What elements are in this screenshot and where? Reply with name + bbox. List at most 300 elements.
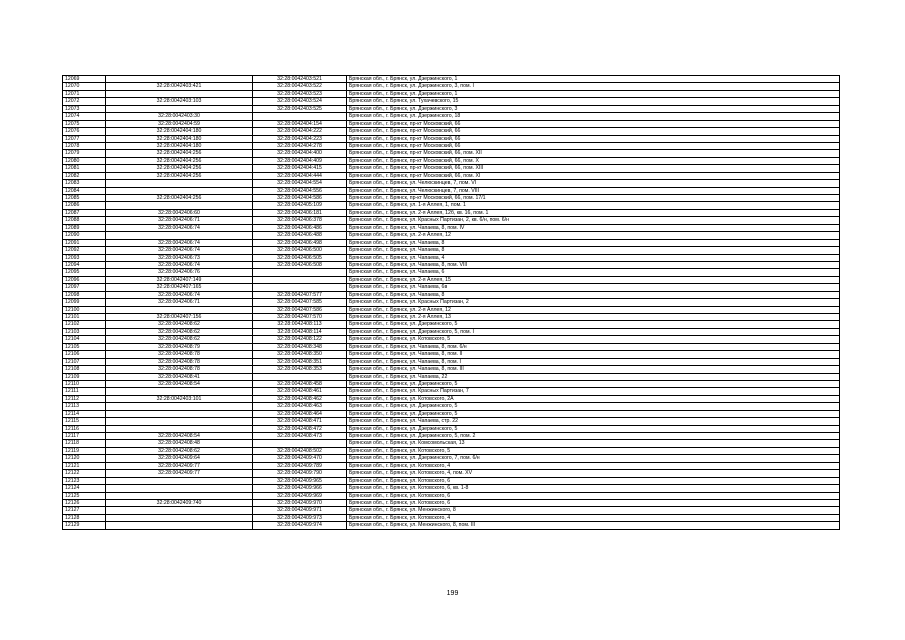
row-number-cell: 12093	[63, 254, 106, 261]
new-cadastral-number-cell: 32:28:0042409:969	[253, 492, 347, 499]
new-cadastral-number-cell: 32:28:0042404:222	[253, 128, 347, 135]
old-cadastral-number-cell: 32:28:0042408:78	[106, 358, 253, 365]
row-number-cell: 12082	[63, 172, 106, 179]
address-cell: Брянская обл., г. Брянск, пр-кт Московский, 66	[347, 142, 840, 149]
new-cadastral-number-cell: 32:28:0042404:415	[253, 165, 347, 172]
address-cell: Брянская обл., г. Брянск, ул. Дзержинского, 3, пом. I	[347, 83, 840, 90]
address-cell: Брянская обл., г. Брянск, ул. Чапаева, 22	[347, 373, 840, 380]
new-cadastral-number-cell: 32:28:0042409:966	[253, 485, 347, 492]
old-cadastral-number-cell	[106, 522, 253, 529]
table-row	[63, 157, 840, 164]
address-cell: Брянская обл., г. Брянск, ул. Тухачевского, 15	[347, 98, 840, 105]
table-row	[63, 366, 840, 373]
row-number-cell: 12088	[63, 217, 106, 224]
table-row	[63, 232, 840, 239]
new-cadastral-number-cell	[253, 113, 347, 120]
new-cadastral-number-cell: 32:28:0042406:181	[253, 209, 347, 216]
new-cadastral-number-cell: 32:28:0042404:554	[253, 180, 347, 187]
old-cadastral-number-cell: 32:28:0042407:165	[106, 284, 253, 291]
new-cadastral-number-cell: 32:28:0042408:463	[253, 403, 347, 410]
old-cadastral-number-cell: 32:28:0042404:256	[106, 157, 253, 164]
old-cadastral-number-cell: 32:28:0042404:256	[106, 172, 253, 179]
new-cadastral-number-cell: 32:28:0042408:350	[253, 351, 347, 358]
address-cell: Брянская обл., г. Брянск, ул. Менжинского, 8	[347, 507, 840, 514]
new-cadastral-number-cell: 32:28:0042408:113	[253, 321, 347, 328]
table-row	[63, 499, 840, 506]
old-cadastral-number-cell: 32:28:0042407:156	[106, 314, 253, 321]
table-row	[63, 128, 840, 135]
new-cadastral-number-cell: 32:28:0042408:353	[253, 366, 347, 373]
register-sheet	[62, 75, 840, 530]
new-cadastral-number-cell: 32:28:0042406:498	[253, 239, 347, 246]
address-cell: Брянская обл., г. Брянск, ул. 2-я Аллея, 12	[347, 232, 840, 239]
table-row	[63, 142, 840, 149]
row-number-cell: 12111	[63, 388, 106, 395]
address-cell: Брянская обл., г. Брянск, ул. Котовского, 5	[347, 336, 840, 343]
old-cadastral-number-cell: 32:28:0042404:256	[106, 195, 253, 202]
new-cadastral-number-cell: 32:28:0042404:556	[253, 187, 347, 194]
address-cell: Брянская обл., г. Брянск, ул. Дзержинского, 3	[347, 105, 840, 112]
new-cadastral-number-cell: 32:28:0042404:154	[253, 120, 347, 127]
row-number-cell: 12076	[63, 128, 106, 135]
old-cadastral-number-cell	[106, 187, 253, 194]
address-cell: Брянская обл., г. Брянск, ул. 2-я Аллея, 12	[347, 306, 840, 313]
old-cadastral-number-cell	[106, 306, 253, 313]
old-cadastral-number-cell: 32:28:0042406:71	[106, 299, 253, 306]
new-cadastral-number-cell: 32:28:0042408:473	[253, 433, 347, 440]
new-cadastral-number-cell: 32:28:0042403:525	[253, 105, 347, 112]
row-number-cell: 12069	[63, 76, 106, 83]
old-cadastral-number-cell: 32:28:0042406:74	[106, 261, 253, 268]
address-cell: Брянская обл., г. Брянск, ул. Менжинского, 8, пом. III	[347, 522, 840, 529]
row-number-cell: 12090	[63, 232, 106, 239]
table-row	[63, 291, 840, 298]
address-cell: Брянская обл., г. Брянск, ул. Челюскинцев, 7, пом. VIII	[347, 187, 840, 194]
row-number-cell: 12095	[63, 269, 106, 276]
row-number-cell: 12089	[63, 224, 106, 231]
new-cadastral-number-cell: 32:28:0042407:585	[253, 299, 347, 306]
row-number-cell: 12115	[63, 418, 106, 425]
row-number-cell: 12080	[63, 157, 106, 164]
table-row	[63, 380, 840, 387]
row-number-cell: 12078	[63, 142, 106, 149]
table-row	[63, 425, 840, 432]
new-cadastral-number-cell	[253, 373, 347, 380]
row-number-cell: 12108	[63, 366, 106, 373]
old-cadastral-number-cell: 32:28:0042408:78	[106, 366, 253, 373]
new-cadastral-number-cell: 32:28:0042408:471	[253, 418, 347, 425]
page-number: 199	[446, 590, 459, 597]
address-cell: Брянская обл., г. Брянск, ул. Дзержинского, 5	[347, 321, 840, 328]
address-cell: Брянская обл., г. Брянск, ул. Чапаева, 8	[347, 291, 840, 298]
old-cadastral-number-cell	[106, 418, 253, 425]
new-cadastral-number-cell: 32:28:0042403:523	[253, 90, 347, 97]
address-cell: Брянская обл., г. Брянск, ул. Чапаева, 4	[347, 254, 840, 261]
address-cell: Брянская обл., г. Брянск, ул. Котовского, 6	[347, 499, 840, 506]
table-row	[63, 433, 840, 440]
new-cadastral-number-cell: 32:28:0042409:973	[253, 514, 347, 521]
table-row	[63, 105, 840, 112]
table-row	[63, 98, 840, 105]
row-number-cell: 12074	[63, 113, 106, 120]
address-cell: Брянская обл., г. Брянск, ул. Чапаева, 8, пом. II	[347, 351, 840, 358]
old-cadastral-number-cell: 32:28:0042406:71	[106, 217, 253, 224]
cadastral-register-table	[62, 75, 840, 530]
table-row	[63, 165, 840, 172]
old-cadastral-number-cell: 32:28:0042408:62	[106, 447, 253, 454]
table-row	[63, 202, 840, 209]
row-number-cell: 12081	[63, 165, 106, 172]
row-number-cell: 12114	[63, 410, 106, 417]
new-cadastral-number-cell: 32:28:0042403:524	[253, 98, 347, 105]
new-cadastral-number-cell: 32:28:0042404:409	[253, 157, 347, 164]
old-cadastral-number-cell: 32:28:0042404:180	[106, 135, 253, 142]
old-cadastral-number-cell: 32:28:0042406:76	[106, 269, 253, 276]
table-row	[63, 477, 840, 484]
table-row	[63, 195, 840, 202]
row-number-cell: 12077	[63, 135, 106, 142]
row-number-cell: 12107	[63, 358, 106, 365]
new-cadastral-number-cell: 32:28:0042404:400	[253, 150, 347, 157]
old-cadastral-number-cell: 32:28:0042404:180	[106, 128, 253, 135]
new-cadastral-number-cell: 32:28:0042406:508	[253, 261, 347, 268]
new-cadastral-number-cell: 32:28:0042407:570	[253, 314, 347, 321]
address-cell: Брянская обл., г. Брянск, пр-кт Московский, 66, пом. X	[347, 157, 840, 164]
old-cadastral-number-cell: 32:28:0042408:62	[106, 328, 253, 335]
table-row	[63, 276, 840, 283]
new-cadastral-number-cell: 32:28:0042406:500	[253, 247, 347, 254]
table-row	[63, 90, 840, 97]
register-table-body	[63, 76, 840, 530]
old-cadastral-number-cell	[106, 388, 253, 395]
row-number-cell: 12118	[63, 440, 106, 447]
row-number-cell: 12101	[63, 314, 106, 321]
old-cadastral-number-cell	[106, 507, 253, 514]
address-cell: Брянская обл., г. Брянск, ул. Чапаева, 8	[347, 247, 840, 254]
table-row	[63, 321, 840, 328]
row-number-cell: 12109	[63, 373, 106, 380]
address-cell: Брянская обл., г. Брянск, ул. Чапаева, 6в	[347, 284, 840, 291]
row-number-cell: 12124	[63, 485, 106, 492]
address-cell: Брянская обл., г. Брянск, пр-кт Московский, 66, пом. XII	[347, 150, 840, 157]
table-row	[63, 507, 840, 514]
table-row	[63, 351, 840, 358]
old-cadastral-number-cell	[106, 90, 253, 97]
address-cell: Брянская обл., г. Брянск, ул. 2-я Аллея, 15	[347, 276, 840, 283]
table-row	[63, 247, 840, 254]
row-number-cell: 12112	[63, 395, 106, 402]
row-number-cell: 12096	[63, 276, 106, 283]
new-cadastral-number-cell	[253, 269, 347, 276]
address-cell: Брянская обл., г. Брянск, ул. Котовского, 4, пом. XV	[347, 470, 840, 477]
old-cadastral-number-cell: 32:28:0042406:73	[106, 254, 253, 261]
row-number-cell: 12102	[63, 321, 106, 328]
table-row	[63, 113, 840, 120]
address-cell: Брянская обл., г. Брянск, ул. Котовского, 6	[347, 492, 840, 499]
row-number-cell: 12105	[63, 343, 106, 350]
new-cadastral-number-cell: 32:28:0042409:789	[253, 462, 347, 469]
new-cadastral-number-cell: 32:28:0042403:521	[253, 76, 347, 83]
old-cadastral-number-cell: 32:28:0042403:103	[106, 98, 253, 105]
address-cell: Брянская обл., г. Брянск, ул. Чапаева, 8, пом. VIII	[347, 261, 840, 268]
address-cell: Брянская обл., г. Брянск, ул. Дзержинского, 1	[347, 90, 840, 97]
address-cell: Брянская обл., г. Брянск, ул. Дзержинского, 5	[347, 410, 840, 417]
old-cadastral-number-cell: 32:28:0042403:421	[106, 83, 253, 90]
row-number-cell: 12123	[63, 477, 106, 484]
row-number-cell: 12092	[63, 247, 106, 254]
address-cell: Брянская обл., г. Брянск, ул. Дзержинского, 5	[347, 403, 840, 410]
old-cadastral-number-cell: 32:28:0042403:101	[106, 395, 253, 402]
old-cadastral-number-cell: 32:28:0042404:256	[106, 165, 253, 172]
address-cell: Брянская обл., г. Брянск, ул. Красных Партизан, 2, кв. 6/н, пом. 6/н	[347, 217, 840, 224]
table-row	[63, 306, 840, 313]
row-number-cell: 12087	[63, 209, 106, 216]
row-number-cell: 12085	[63, 195, 106, 202]
new-cadastral-number-cell: 32:28:0042409:470	[253, 455, 347, 462]
address-cell: Брянская обл., г. Брянск, пр-кт Московский, 66	[347, 135, 840, 142]
row-number-cell: 12100	[63, 306, 106, 313]
old-cadastral-number-cell: 32:28:0042409:740	[106, 499, 253, 506]
table-row	[63, 514, 840, 521]
old-cadastral-number-cell: 32:28:0042408:41	[106, 373, 253, 380]
old-cadastral-number-cell: 32:28:0042406:74	[106, 224, 253, 231]
table-row	[63, 492, 840, 499]
new-cadastral-number-cell: 32:28:0042406:488	[253, 232, 347, 239]
old-cadastral-number-cell: 32:28:0042409:77	[106, 462, 253, 469]
row-number-cell: 12098	[63, 291, 106, 298]
table-row	[63, 120, 840, 127]
row-number-cell: 12104	[63, 336, 106, 343]
old-cadastral-number-cell: 32:28:0042404:180	[106, 142, 253, 149]
address-cell: Брянская обл., г. Брянск, ул. Чапаева, 6	[347, 269, 840, 276]
address-cell: Брянская обл., г. Брянск, ул. Котовского, 4	[347, 462, 840, 469]
new-cadastral-number-cell: 32:28:0042408:122	[253, 336, 347, 343]
new-cadastral-number-cell: 32:28:0042408:114	[253, 328, 347, 335]
old-cadastral-number-cell: 32:28:0042406:74	[106, 291, 253, 298]
new-cadastral-number-cell: 32:28:0042404:586	[253, 195, 347, 202]
address-cell: Брянская обл., г. Брянск, ул. 2-я Аллея, 13	[347, 314, 840, 321]
old-cadastral-number-cell: 32:28:0042404:256	[106, 150, 253, 157]
row-number-cell: 12122	[63, 470, 106, 477]
old-cadastral-number-cell	[106, 76, 253, 83]
table-row	[63, 395, 840, 402]
table-row	[63, 261, 840, 268]
row-number-cell: 12083	[63, 180, 106, 187]
row-number-cell: 12079	[63, 150, 106, 157]
old-cadastral-number-cell: 32:28:0042406:74	[106, 247, 253, 254]
new-cadastral-number-cell: 32:28:0042409:965	[253, 477, 347, 484]
new-cadastral-number-cell: 32:28:0042406:505	[253, 254, 347, 261]
table-row	[63, 358, 840, 365]
table-row	[63, 224, 840, 231]
row-number-cell: 12094	[63, 261, 106, 268]
new-cadastral-number-cell: 32:28:0042408:464	[253, 410, 347, 417]
table-row	[63, 187, 840, 194]
old-cadastral-number-cell: 32:28:0042403:30	[106, 113, 253, 120]
old-cadastral-number-cell: 32:28:0042409:77	[106, 470, 253, 477]
table-row	[63, 462, 840, 469]
address-cell: Брянская обл., г. Брянск, ул. Дзержинского, 18	[347, 113, 840, 120]
address-cell: Брянская обл., г. Брянск, ул. Котовского, 4	[347, 514, 840, 521]
table-row	[63, 410, 840, 417]
new-cadastral-number-cell: 32:28:0042408:462	[253, 395, 347, 402]
new-cadastral-number-cell: 32:28:0042409:790	[253, 470, 347, 477]
address-cell: Брянская обл., г. Брянск, ул. 1-я Аллея, 1, пом. 1	[347, 202, 840, 209]
old-cadastral-number-cell: 32:28:0042408:78	[106, 351, 253, 358]
new-cadastral-number-cell: 32:28:0042404:223	[253, 135, 347, 142]
old-cadastral-number-cell	[106, 485, 253, 492]
row-number-cell: 12113	[63, 403, 106, 410]
old-cadastral-number-cell	[106, 232, 253, 239]
address-cell: Брянская обл., г. Брянск, ул. Котовского, 6	[347, 477, 840, 484]
row-number-cell: 12099	[63, 299, 106, 306]
old-cadastral-number-cell: 32:28:0042406:60	[106, 209, 253, 216]
address-cell: Брянская обл., г. Брянск, ул. Дзержинского, 5	[347, 380, 840, 387]
row-number-cell: 12116	[63, 425, 106, 432]
row-number-cell: 12084	[63, 187, 106, 194]
table-row	[63, 254, 840, 261]
address-cell: Брянская обл., г. Брянск, ул. Котовского, 2А	[347, 395, 840, 402]
address-cell: Брянская обл., г. Брянск, пр-кт Московский, 66, пом. 17/1	[347, 195, 840, 202]
row-number-cell: 12091	[63, 239, 106, 246]
old-cadastral-number-cell	[106, 425, 253, 432]
old-cadastral-number-cell	[106, 180, 253, 187]
row-number-cell: 12126	[63, 499, 106, 506]
table-row	[63, 343, 840, 350]
old-cadastral-number-cell	[106, 514, 253, 521]
new-cadastral-number-cell: 32:28:0042407:577	[253, 291, 347, 298]
address-cell: Брянская обл., г. Брянск, ул. Дзержинского, 5, пом. I	[347, 328, 840, 335]
new-cadastral-number-cell: 32:28:0042406:378	[253, 217, 347, 224]
address-cell: Брянская обл., г. Брянск, ул. Чапаева, 8	[347, 239, 840, 246]
table-row	[63, 522, 840, 529]
table-row	[63, 470, 840, 477]
new-cadastral-number-cell: 32:28:0042409:970	[253, 499, 347, 506]
row-number-cell: 12120	[63, 455, 106, 462]
address-cell: Брянская обл., г. Брянск, ул. 2-я Аллея, 12б, кв. 16, пом. 1	[347, 209, 840, 216]
table-row	[63, 135, 840, 142]
table-row	[63, 209, 840, 216]
old-cadastral-number-cell	[106, 202, 253, 209]
row-number-cell: 12106	[63, 351, 106, 358]
old-cadastral-number-cell	[106, 403, 253, 410]
new-cadastral-number-cell: 32:28:0042408:458	[253, 380, 347, 387]
old-cadastral-number-cell: 32:28:0042408:54	[106, 380, 253, 387]
old-cadastral-number-cell: 32:28:0042406:74	[106, 239, 253, 246]
address-cell: Брянская обл., г. Брянск, ул. Дзержинского, 1	[347, 76, 840, 83]
table-row	[63, 172, 840, 179]
table-row	[63, 388, 840, 395]
new-cadastral-number-cell: 32:28:0042405:109	[253, 202, 347, 209]
old-cadastral-number-cell: 32:28:0042409:64	[106, 455, 253, 462]
address-cell: Брянская обл., г. Брянск, ул. Дзержинского, 5, пом. 2	[347, 433, 840, 440]
table-row	[63, 418, 840, 425]
table-row	[63, 440, 840, 447]
old-cadastral-number-cell	[106, 105, 253, 112]
address-cell: Брянская обл., г. Брянск, ул. Комсомольская, 13	[347, 440, 840, 447]
new-cadastral-number-cell: 32:28:0042407:586	[253, 306, 347, 313]
table-row	[63, 403, 840, 410]
row-number-cell: 12075	[63, 120, 106, 127]
address-cell: Брянская обл., г. Брянск, ул. Дзержинского, 7, пом. 6/н	[347, 455, 840, 462]
address-cell: Брянская обл., г. Брянск, ул. Чапаева, 8, пом. 6/н	[347, 343, 840, 350]
table-row	[63, 217, 840, 224]
row-number-cell: 12073	[63, 105, 106, 112]
row-number-cell: 12070	[63, 83, 106, 90]
address-cell: Брянская обл., г. Брянск, пр-кт Московский, 66, пом. XI	[347, 172, 840, 179]
old-cadastral-number-cell: 32:28:0042408:79	[106, 343, 253, 350]
old-cadastral-number-cell: 32:28:0042404:59	[106, 120, 253, 127]
new-cadastral-number-cell: 32:28:0042408:348	[253, 343, 347, 350]
row-number-cell: 12125	[63, 492, 106, 499]
address-cell: Брянская обл., г. Брянск, ул. Красных Партизан, 7	[347, 388, 840, 395]
table-row	[63, 455, 840, 462]
address-cell: Брянская обл., г. Брянск, ул. Котовского, 5	[347, 447, 840, 454]
new-cadastral-number-cell: 32:28:0042408:472	[253, 425, 347, 432]
address-cell: Брянская обл., г. Брянск, пр-кт Московский, 66	[347, 120, 840, 127]
address-cell: Брянская обл., г. Брянск, ул. Красных Партизан, 2	[347, 299, 840, 306]
new-cadastral-number-cell: 32:28:0042408:461	[253, 388, 347, 395]
old-cadastral-number-cell: 32:28:0042408:48	[106, 440, 253, 447]
table-row	[63, 239, 840, 246]
row-number-cell: 12128	[63, 514, 106, 521]
row-number-cell: 12117	[63, 433, 106, 440]
address-cell: Брянская обл., г. Брянск, пр-кт Московский, 66	[347, 128, 840, 135]
table-row	[63, 314, 840, 321]
new-cadastral-number-cell: 32:28:0042403:522	[253, 83, 347, 90]
new-cadastral-number-cell: 32:28:0042408:351	[253, 358, 347, 365]
old-cadastral-number-cell	[106, 477, 253, 484]
row-number-cell: 12127	[63, 507, 106, 514]
address-cell: Брянская обл., г. Брянск, ул. Дзержинского, 5	[347, 425, 840, 432]
row-number-cell: 12119	[63, 447, 106, 454]
table-row	[63, 150, 840, 157]
new-cadastral-number-cell: 32:28:0042404:278	[253, 142, 347, 149]
new-cadastral-number-cell: 32:28:0042408:502	[253, 447, 347, 454]
address-cell: Брянская обл., г. Брянск, пр-кт Московский, 66, пом. XIII	[347, 165, 840, 172]
new-cadastral-number-cell: 32:28:0042409:971	[253, 507, 347, 514]
old-cadastral-number-cell	[106, 410, 253, 417]
table-row	[63, 328, 840, 335]
row-number-cell: 12086	[63, 202, 106, 209]
old-cadastral-number-cell	[106, 492, 253, 499]
old-cadastral-number-cell: 32:28:0042408:62	[106, 336, 253, 343]
address-cell: Брянская обл., г. Брянск, ул. Чапаева, 8, пом. I	[347, 358, 840, 365]
new-cadastral-number-cell	[253, 276, 347, 283]
table-row	[63, 485, 840, 492]
address-cell: Брянская обл., г. Брянск, ул. Чапаева, 8, пом. IV	[347, 224, 840, 231]
row-number-cell: 12072	[63, 98, 106, 105]
new-cadastral-number-cell: 32:28:0042406:486	[253, 224, 347, 231]
table-row	[63, 299, 840, 306]
row-number-cell: 12103	[63, 328, 106, 335]
row-number-cell: 12097	[63, 284, 106, 291]
table-row	[63, 83, 840, 90]
table-row	[63, 373, 840, 380]
address-cell: Брянская обл., г. Брянск, ул. Чапаева, стр. 22	[347, 418, 840, 425]
row-number-cell: 12129	[63, 522, 106, 529]
table-row	[63, 180, 840, 187]
address-cell: Брянская обл., г. Брянск, ул. Котовского, 6, кв. 1-8	[347, 485, 840, 492]
table-row	[63, 76, 840, 83]
table-row	[63, 284, 840, 291]
new-cadastral-number-cell	[253, 284, 347, 291]
address-cell: Брянская обл., г. Брянск, ул. Челюскинцев, 7, пом. VI	[347, 180, 840, 187]
new-cadastral-number-cell: 32:28:0042409:974	[253, 522, 347, 529]
old-cadastral-number-cell: 32:28:0042408:62	[106, 321, 253, 328]
new-cadastral-number-cell: 32:28:0042404:444	[253, 172, 347, 179]
address-cell: Брянская обл., г. Брянск, ул. Чапаева, 8, пом. III	[347, 366, 840, 373]
